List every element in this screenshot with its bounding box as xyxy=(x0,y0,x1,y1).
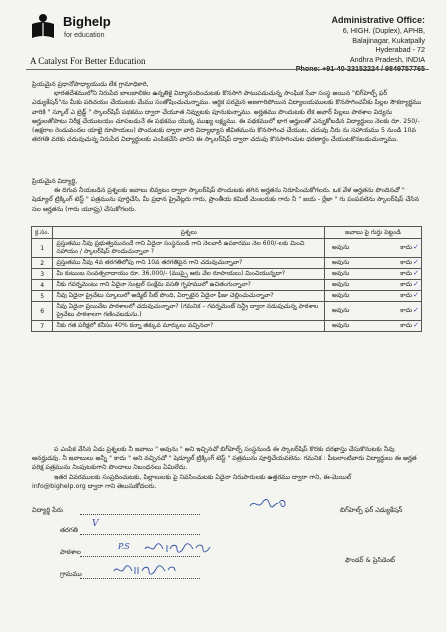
row-number: 3 xyxy=(32,269,53,280)
option-no[interactable]: కాదు xyxy=(400,244,412,251)
check-mark-icon: ✓ xyxy=(413,306,419,314)
check-mark-icon: ✓ xyxy=(413,321,419,329)
row-question: నీకు గత పరీక్షలో కనీసం 40% కన్నా తక్కువ మార్కులు వచ్చినవా? xyxy=(53,321,325,332)
school-value: P.S xyxy=(118,542,130,551)
org-signature-label: బిగ్‌హెల్ప్ ఫర్ ఎడ్యుకేషన్ xyxy=(340,506,403,514)
student-name-field[interactable] xyxy=(80,513,200,515)
row-answer[interactable] xyxy=(325,291,422,302)
instructions-paragraph: ఈ దిగువ నీయబడిన ప్రశ్నలకు జవాబు లివ్వటం ద్వారా స్కాలర్‌షిప్ పొందుటకు తగిన అర్హతను నిరూపించుకోగలరు. ఒక వేళ అర్హతను పొందినచో " షెడ్యూల్ ట్రిక్కింగ్ టెస్ట్ " పత్రమును పూర్తిచేసి, మీ ప్రధాన ప్రైవేట్లరు గారు, ప్రాంతీయ కమిటీ మెంబరుకు గారు నీ " జయ - ర్లేజా " గు పంపవలెను స్కాలర్‌షిప్ చేసిన సల ఆర్హతను (గారు యూఫ్రు) చేసుకోగలరు. xyxy=(32,187,420,213)
class-field[interactable] xyxy=(80,533,200,535)
row-question: నీకు గవర్నమెంటు గాని ఏదైనా సెంట్రల్ సంక్షేమ వసతి గృహములో ఉచితంగున్నావా? xyxy=(53,280,325,291)
school-label: పాఠశాల xyxy=(60,548,81,556)
check-mark-icon: ✓ xyxy=(413,258,419,266)
row-number: 5 xyxy=(32,291,53,302)
row-question: నీవు ఏదైనా ప్రైవేటు స్కూలులో అడ్మిట్ సీట్ పొంది, ఏర్పాటైన ఏదైనా ఫీజు చెల్లించుచున్నావా? xyxy=(53,291,325,302)
option-yes[interactable]: అవును xyxy=(332,244,350,251)
student-instructions xyxy=(32,177,422,214)
school-name-handwriting xyxy=(143,541,213,555)
row-answer[interactable] xyxy=(325,269,422,280)
school-field[interactable] xyxy=(80,555,200,557)
row-question: ప్రస్తుతము నీవు ప్రభుత్వమునందే గాని ఏదైనా సంస్థనుండి గాని నెలవారీ ఉపకారము నెల 600/-లకు మించి సహాయం / స్కాలర్‌షిప్ పొందుచున్నావా ? xyxy=(53,239,325,258)
contact-paragraph: ఇతర వివరములకు సంప్రదించుటకు, పిల్లాలులకు పై నివసించుటకు ఏదైనా నిరుపారులకు ఉత్తరము ద్వారా గాని, ఈ-మెయిల్ xyxy=(54,473,352,481)
letter-closing xyxy=(32,445,422,491)
option-no[interactable]: కాదు xyxy=(400,281,412,288)
office-line: Hyderabad - 72 xyxy=(375,45,425,55)
row-answer[interactable] xyxy=(325,321,422,332)
logo-emblem-icon xyxy=(30,12,56,40)
intro-paragraph: భారతదేశములోని నిరుపేద బాలబాలికల ఉన్నతికై విద్యానందించుటకు కొనసాగి పాటుపడుచున్న సాంఘిక సేవా సంస్థ అయిన "బిగ్‌హెల్ప్ ఫర్ ఎడ్యుకేషన్"ను మీకు పరిచయం చేయుటకు మేము సంతోషించుచున్నాము. ఆర్థిక పరమైన అణగారిపోయిన విద్యాలయములకు కొనసాగించనీకు పిల్లల సౌకర్యార్థము వారికి " స్కూల్ ఎ బ్రెడ్జ్ " స్కాలర్‌షిప్ పథకము ద్వారా చేయూత నివ్వుటకు పూనుకున్నాము. అర్హతము పొందుటకు లేక అవార్ పిల్లలు పాఠశాల విద్యను అర్హులతోపాటు నిరీక్ష చేయుటయం చూపబడునే ఈ పథకము యొక్క ముఖ్య లక్ష్యము. ఈ పథకములో భాగ అర్హులతో ఎన్నుకోబడిన విద్యార్థులు నెలకు రూ. 250/- (అక్షరాల రెండువందల యాభై రూపాయలు) పొందుటకు ద్వారా వారి విద్యాభ్యాస జీవితమును కొనసాగించ చేయుట, చదువు నీరు ను సహాయము 5 నుండి 10వ తరగతి వరకు చదువుచున్న నిరుపేద విద్యార్థులకు ఎంపికచేసి వారిని ఈ స్కాలర్‌షిప్ ద్వారా చదువు కొనసాగించుట ధరణార్థం చేయుటకొనబడుచున్నాము. xyxy=(32,90,422,144)
row-question: మీ కుటుంబ సంవత్సరాదాయం రూ. 36,000/- (ముప్పై ఆరు వేల రూపాయలు) మించియున్నదా? xyxy=(53,269,325,280)
office-line: 6, HIGH. (Duplex), APHB, xyxy=(342,26,425,35)
student-salutation: ప్రియమైన విద్యార్థి, xyxy=(32,178,78,185)
office-title: Administrative Office: xyxy=(331,15,425,25)
class-value: V xyxy=(92,519,99,529)
col-question: ప్రశ్నలు xyxy=(53,227,325,239)
contact-email: info@bighelp.org ద్వారా గాని తెలుసుకోదలరు. xyxy=(32,482,157,490)
class-label: తరగతి xyxy=(60,526,78,534)
check-mark-icon: ✓ xyxy=(413,243,419,251)
option-no[interactable]: కాదు xyxy=(400,292,412,299)
row-answer[interactable] xyxy=(325,280,422,291)
bighelp-logo xyxy=(30,12,122,52)
closing-paragraph: ప ఎంపిక వేసిన ఏడు ప్రశ్నలకు నీ జవాబు " అవును " అని ఇచ్చినచో బిగ్‌హెల్ప్ సంస్థనుండి ఈ స్కాలర్‌షిప్ కొరకు దరఖాస్తు చేసుకొనుటకు నీవు అనర్హుడవు. నీ జవాబులు అన్నీ " కాదు " అని వచ్చినచో " షెడ్యూల్ ట్రిక్కింగ్ టెస్ట్ " పత్రమును పూర్తిచేయవలెను. గమనిక : పీటలాంటివారు విద్యార్థులు ఈ అర్హత పరిక్ష పత్రమును నింపుటకుగాని పొందాలు నిబంధనలు ఏమిలేదు. xyxy=(32,446,417,472)
letter-intro xyxy=(32,80,422,144)
org-sub: for education xyxy=(64,32,105,39)
check-mark-icon: ✓ xyxy=(413,269,419,277)
option-yes[interactable]: అవును xyxy=(332,270,350,277)
option-no[interactable]: కాదు xyxy=(400,270,412,277)
village-field[interactable] xyxy=(80,577,200,579)
row-number: 7 xyxy=(32,321,53,332)
row-answer[interactable] xyxy=(325,302,422,321)
option-no[interactable]: కాదు xyxy=(400,259,412,266)
row-number: 2 xyxy=(32,258,53,269)
parent-signature xyxy=(248,497,288,511)
option-no[interactable]: కాదు xyxy=(400,322,412,329)
row-answer[interactable] xyxy=(325,239,422,258)
row-number: 1 xyxy=(32,239,53,258)
col-answer: జవాబు పై గుర్తు పెట్టండి xyxy=(325,227,422,239)
header-divider xyxy=(26,69,429,70)
office-line: Andhra Pradesh, INDIA xyxy=(349,54,425,64)
founder-label: ఫౌండర్ & ప్రెసిడెంట్ xyxy=(345,556,395,564)
row-question: నీవు ఏదైనా ప్రయివేట పాఠశాలలో చదువుచున్నావా? (గమనిక – గవర్నమెంట్ సెన్ట్రీ ద్వారా నడుపుచున్న పాఠశాల ప్రైవేటు పాఠశాలగా గణించబడును.) xyxy=(53,302,325,321)
org-tagline: A Catalyst For Better Education xyxy=(30,56,146,66)
village-name-handwriting xyxy=(112,563,182,577)
table-row xyxy=(32,258,422,269)
village-label: గ్రామము xyxy=(60,570,82,578)
option-yes[interactable]: అవును xyxy=(332,307,350,314)
office-line: Balajinagar, Kukatpally xyxy=(352,35,425,45)
eligibility-table xyxy=(31,226,422,332)
check-mark-icon: ✓ xyxy=(413,291,419,299)
row-answer[interactable] xyxy=(325,258,422,269)
table-row xyxy=(32,239,422,258)
table-row xyxy=(32,269,422,280)
row-number: 6 xyxy=(32,302,53,321)
row-question: ప్రస్తుతము నీవు 4వ తరగతిలోపు గాని 10వ తరగతిపైన గాని చదువుచున్నావా? xyxy=(53,258,325,269)
option-yes[interactable]: అవును xyxy=(332,281,350,288)
table-row xyxy=(32,321,422,332)
option-yes[interactable]: అవును xyxy=(332,292,350,299)
table-row xyxy=(32,280,422,291)
office-phone: Phone: +91-40-23152224 / 9849757765 xyxy=(295,64,425,74)
student-name-label: విద్యార్థి పేరు xyxy=(32,506,64,514)
col-serial: క్ర.సం. xyxy=(32,227,53,239)
option-no[interactable]: కాదు xyxy=(400,307,412,314)
option-yes[interactable]: అవును xyxy=(332,322,350,329)
option-yes[interactable]: అవును xyxy=(332,259,350,266)
table-header-row xyxy=(32,227,422,239)
row-number: 4 xyxy=(32,280,53,291)
check-mark-icon: ✓ xyxy=(413,280,419,288)
table-row xyxy=(32,302,422,321)
salutation: ప్రియమైన ప్రధానోపాధ్యాయుడు లేక గ్రామాధికారి, xyxy=(32,81,149,88)
table-row xyxy=(32,291,422,302)
office-address xyxy=(245,14,425,74)
org-name: Bighelp xyxy=(63,14,111,29)
